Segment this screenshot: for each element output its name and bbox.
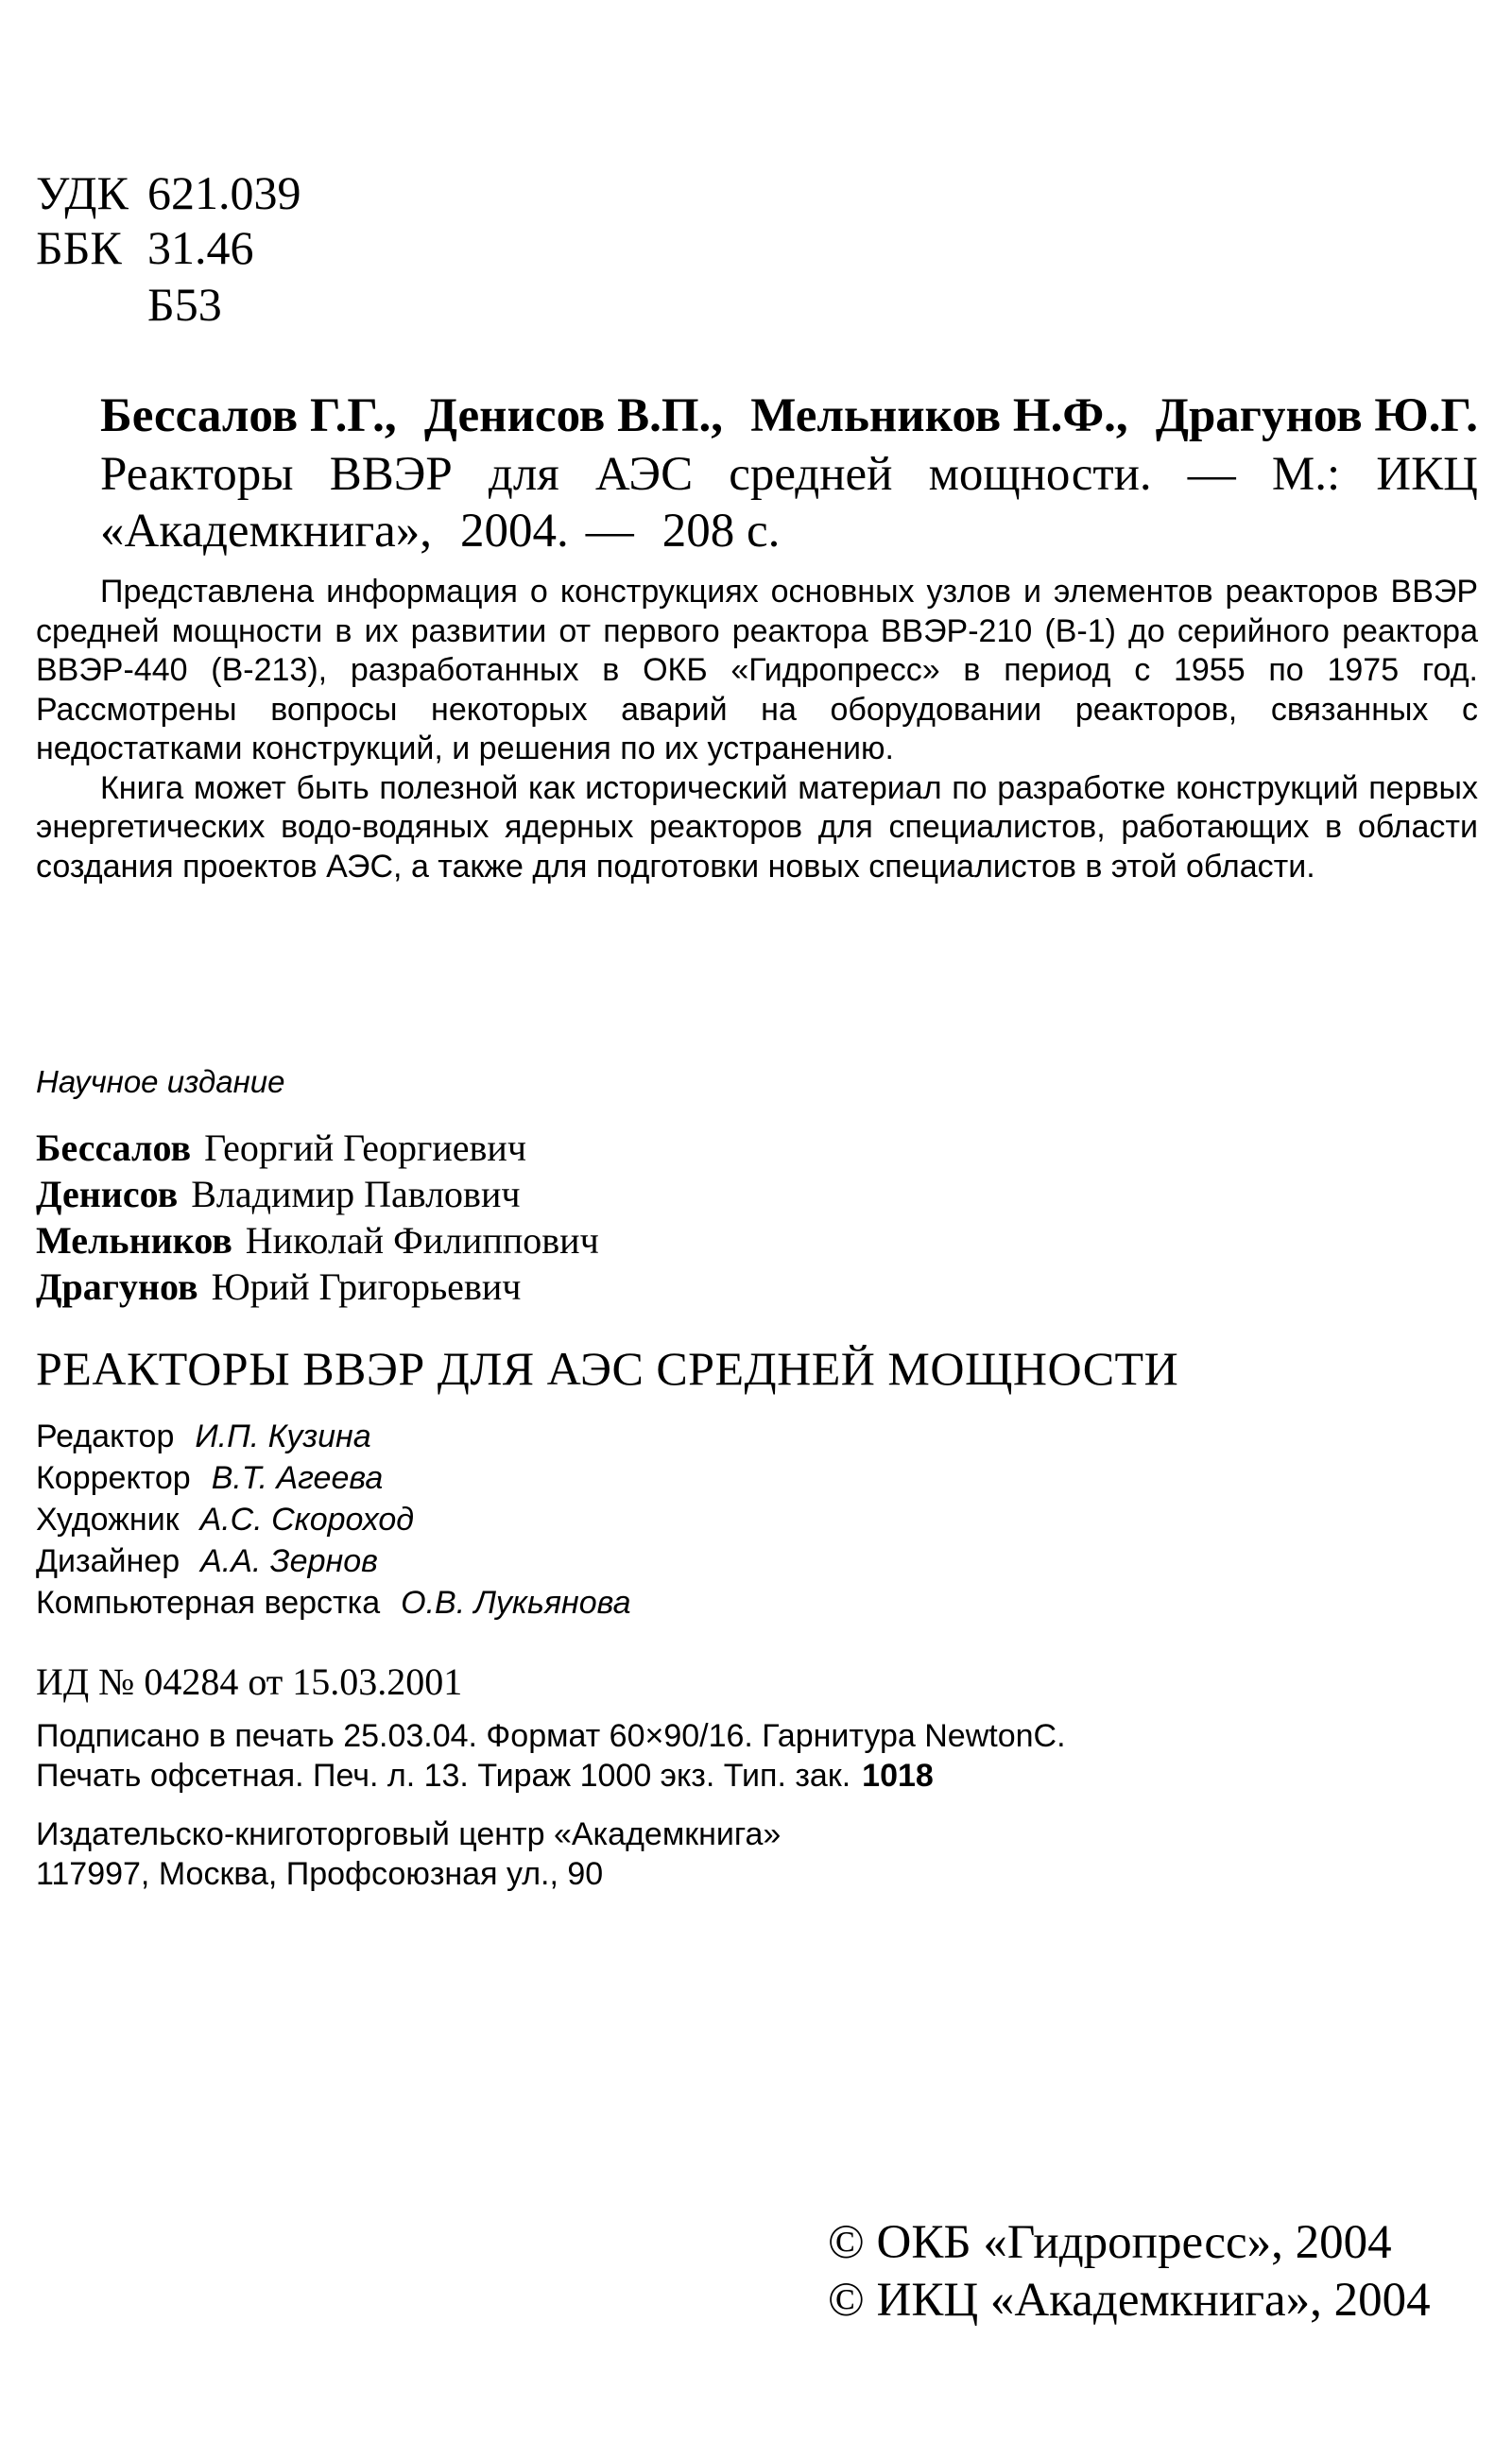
copyright-line: © ИКЦ «Академкнига», 2004 xyxy=(828,2274,1431,2327)
author-mark: Б53 xyxy=(147,278,222,331)
credit-role: Дизайнер xyxy=(36,1543,180,1579)
credit-row xyxy=(36,1416,631,1457)
author-surname: Бессалов xyxy=(36,1126,192,1169)
credit-role: Редактор xyxy=(36,1419,175,1454)
citation-word: АЭС xyxy=(594,448,694,501)
citation-word: М.: xyxy=(1271,448,1341,501)
bbk-label: ББК xyxy=(36,221,122,274)
udk-line xyxy=(36,166,301,219)
print-info xyxy=(36,1716,1066,1796)
credit-role: Компьютерная верстка xyxy=(36,1585,381,1621)
credit-person: А.А. Зернов xyxy=(200,1543,378,1579)
credit-row xyxy=(36,1457,631,1499)
credit-person: И.П. Кузина xyxy=(195,1419,371,1454)
citation-word: — xyxy=(585,505,634,558)
abstract-paragraph: Книга может быть полезной как исторический материал по разработке конструкций первых энергетических водо-водяных ядерных реакторов для специалистов, работающих в области создания проектов АЭС, а также для подготовки новых специалистов в этой области. xyxy=(36,769,1478,885)
author-row xyxy=(36,1125,599,1171)
print-line xyxy=(36,1756,1066,1796)
citation-title xyxy=(100,444,1478,505)
citation-authors xyxy=(100,386,1478,446)
bbk-line xyxy=(36,221,254,274)
author-row xyxy=(36,1171,599,1217)
credit-person: О.В. Лукьянова xyxy=(401,1585,631,1621)
id-license: ИД № 04284 от 15.03.2001 xyxy=(36,1660,463,1703)
citation-word: средней xyxy=(729,448,893,501)
citation-word: для xyxy=(488,448,559,501)
credit-row xyxy=(36,1582,631,1624)
print-line: Подписано в печать 25.03.04. Формат 60×90/16. Гарнитура NewtonC. xyxy=(36,1718,1066,1754)
author-given: Георгий Георгиевич xyxy=(204,1126,526,1169)
author-surname: Денисов xyxy=(36,1173,179,1215)
author-surname: Драгунов xyxy=(36,1265,198,1308)
citation-author: Бессалов Г.Г., xyxy=(100,389,397,442)
credit-role: Корректор xyxy=(36,1460,191,1496)
citation-word: Реакторы xyxy=(100,448,294,501)
copyright-line: © ОКБ «Гидропресс», 2004 xyxy=(828,2216,1392,2269)
citation-word: мощности. xyxy=(928,448,1152,501)
author-row xyxy=(36,1264,599,1310)
publisher-info xyxy=(36,1814,781,1894)
publisher-address: 117997, Москва, Профсоюзная ул., 90 xyxy=(36,1856,604,1892)
citation-word: «Академкнига», xyxy=(100,505,432,558)
bbk-value: 31.46 xyxy=(147,221,254,274)
citation-word: 2004. xyxy=(460,505,569,558)
credit-person: А.С. Скороход xyxy=(199,1502,415,1538)
credit-row xyxy=(36,1540,631,1582)
citation-author: Денисов В.П., xyxy=(423,389,724,442)
order-number: 1018 xyxy=(862,1758,934,1794)
book-title: РЕАКТОРЫ ВВЭР ДЛЯ АЭС СРЕДНЕЙ МОЩНОСТИ xyxy=(36,1342,1179,1395)
citation-word: ВВЭР xyxy=(329,448,453,501)
author-given: Юрий Григорьевич xyxy=(211,1265,522,1308)
credits xyxy=(36,1416,631,1624)
credit-person: В.Т. Агеева xyxy=(211,1460,384,1496)
citation-publisher xyxy=(100,501,1478,561)
credit-row xyxy=(36,1499,631,1540)
citation-word: — xyxy=(1187,448,1236,501)
udk-label: УДК xyxy=(36,166,129,219)
author-row xyxy=(36,1217,599,1264)
citation-author: Драгунов Ю.Г. xyxy=(1155,389,1478,442)
citation-author: Мельников Н.Ф., xyxy=(750,389,1128,442)
udk-value: 621.039 xyxy=(147,166,301,219)
author-given: Владимир Павлович xyxy=(191,1173,521,1215)
abstract xyxy=(36,573,1478,886)
citation-word: 208 с. xyxy=(662,505,781,558)
edition-type: Научное издание xyxy=(36,1064,285,1099)
authors-full xyxy=(36,1125,599,1310)
abstract-paragraph: Представлена информация о конструкциях основных узлов и элементов реакторов ВВЭР средней мощности в их развитии от первого реактора ВВЭР-210 (В-1) до серийного реактора ВВЭР-440 (В-213), разработанных в ОКБ «Гидропресс» в период с 1955 по 1975 год. Рассмотрены вопросы некоторых аварий на оборудовании реакторов, связанных с недостатками конструкций, и решения по их устранению. xyxy=(36,574,1478,766)
author-given: Николай Филиппович xyxy=(245,1219,599,1262)
citation-word: ИКЦ xyxy=(1376,448,1478,501)
print-line-text: Печать офсетная. Печ. л. 13. Тираж 1000 экз. Тип. зак. xyxy=(36,1758,851,1794)
credit-role: Художник xyxy=(36,1502,180,1538)
author-surname: Мельников xyxy=(36,1219,232,1262)
publisher-center: Издательско-книготорговый центр «Академкнига» xyxy=(36,1816,782,1852)
